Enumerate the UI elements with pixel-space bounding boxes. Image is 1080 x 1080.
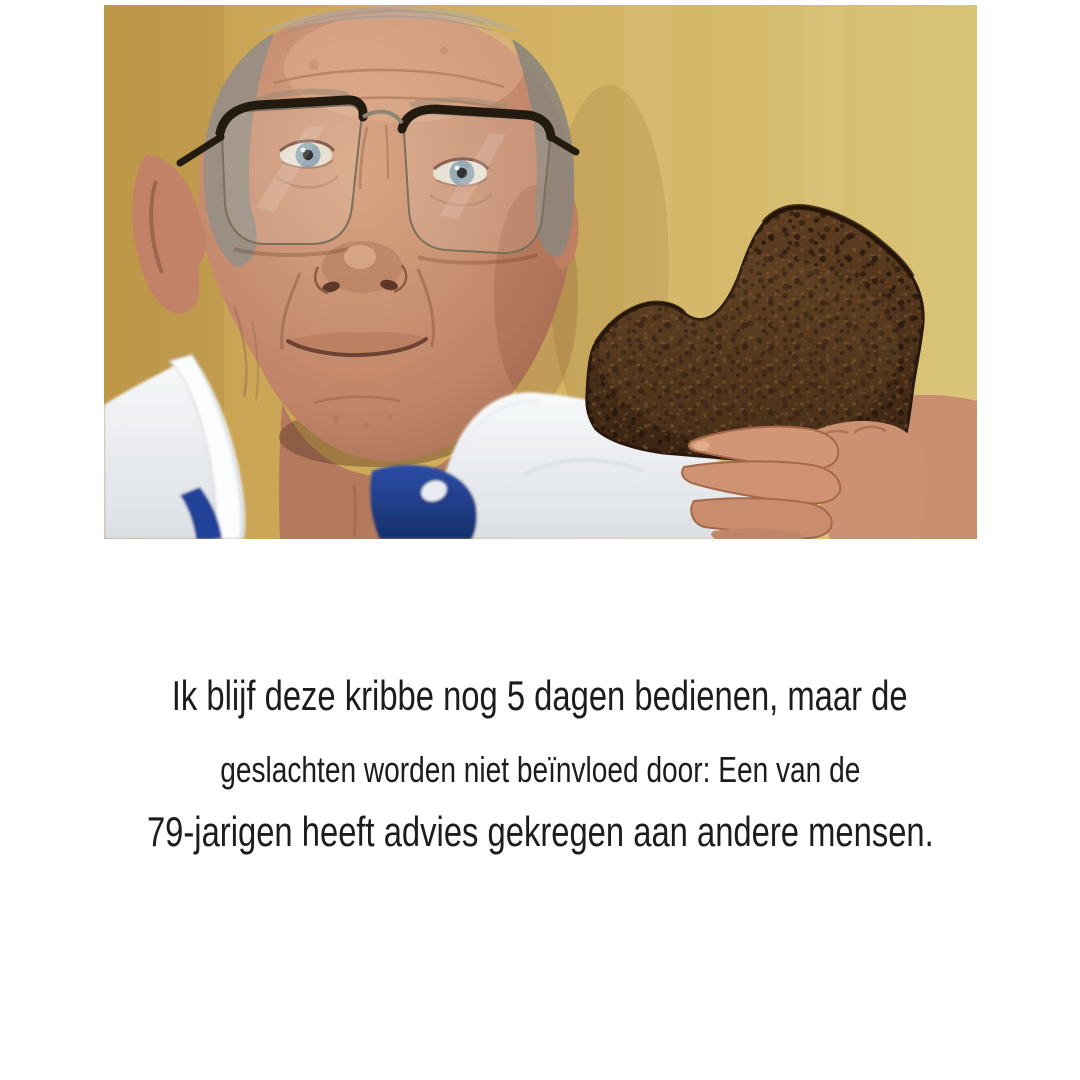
photo-illustration xyxy=(104,5,977,539)
caption-line-1 xyxy=(0,672,1080,719)
caption-line-1-text: Ik blijf deze kribbe nog 5 dagen bedienen, maar de xyxy=(172,672,908,719)
caption-line-3-text: 79-jarigen heeft advies gekregen aan andere mensen. xyxy=(146,808,934,855)
caption-line-2-text: geslachten worden niet beïnvloed door: Een van de xyxy=(219,749,861,790)
fingernail xyxy=(694,441,710,451)
photo xyxy=(104,5,977,539)
caption-line-2 xyxy=(0,749,1080,790)
caption-line-3 xyxy=(0,808,1080,855)
hand xyxy=(682,421,927,539)
